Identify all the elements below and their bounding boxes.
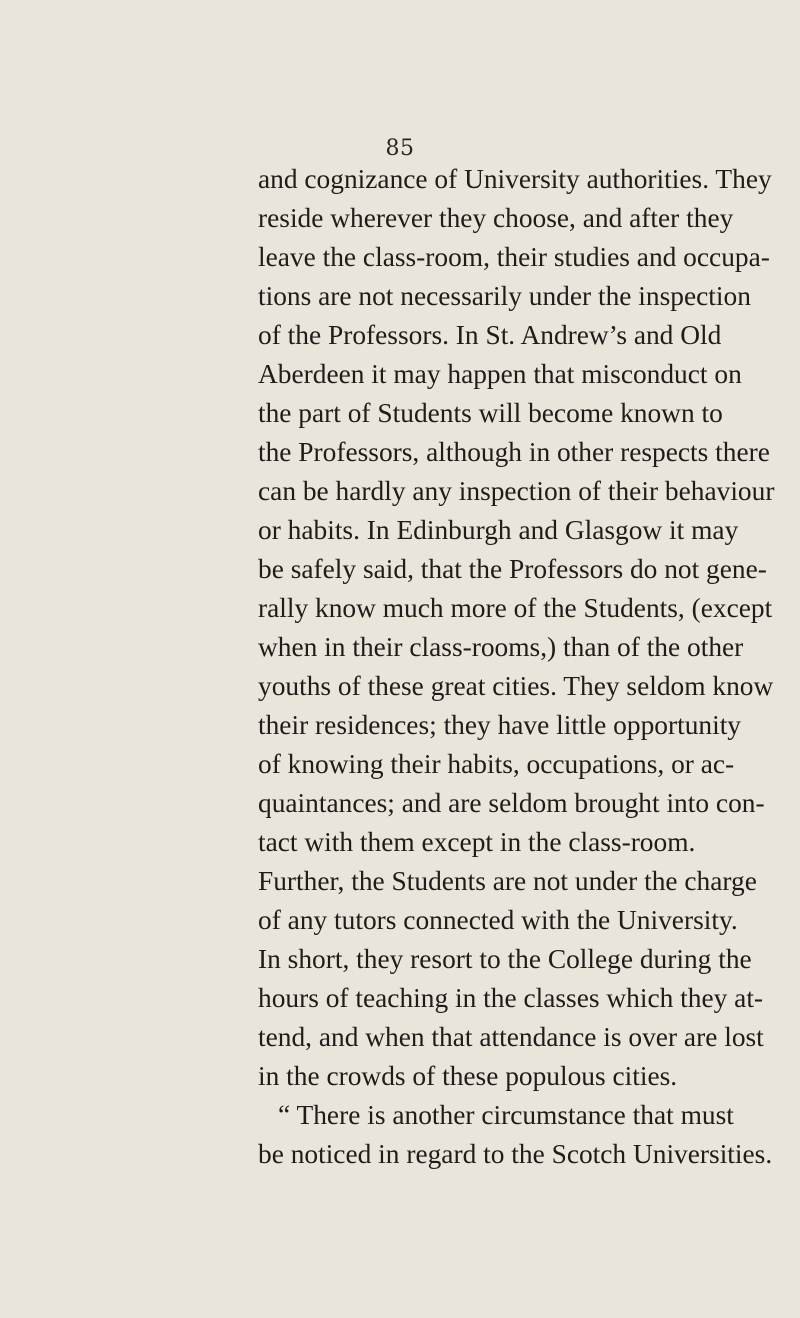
text-line: the Professors, although in other respects there [258,437,770,467]
text-line: reside wherever they choose, and after they [258,203,734,233]
text-line: tend, and when that attendance is over are lost [258,1022,764,1052]
text-line: In short, they resort to the College during the [258,944,752,974]
text-line: Further, the Students are not under the charge [258,866,757,896]
text-line: hours of teaching in the classes which they at- [258,983,764,1013]
text-line: youths of these great cities. They seldom know [258,671,774,701]
text-line: be noticed in regard to the Scotch Universities. [258,1139,773,1169]
text-line: tact with them except in the class-room. [258,827,696,857]
text-line: Aberdeen it may happen that misconduct on [258,359,742,389]
text-line: rally know much more of the Students, (except [258,593,773,623]
text-line: leave the class-room, their studies and occupa- [258,242,770,272]
text-line: or habits. In Edinburgh and Glasgow it may [258,515,739,545]
text-line: when in their class-rooms,) than of the other [258,632,744,662]
text-line: of the Professors. In St. Andrew’s and Old [258,320,722,350]
text-line: can be hardly any inspection of their behaviour [258,476,775,506]
text-line: the part of Students will become known to [258,398,723,428]
text-line: quaintances; and are seldom brought into con- [258,788,765,818]
text-line: in the crowds of these populous cities. [258,1061,678,1091]
text-line: their residences; they have little opportunity [258,710,742,740]
text-line: of knowing their habits, occupations, or ac- [258,749,735,779]
text-line: and cognizance of University authorities. They [258,164,772,194]
text-line: of any tutors connected with the University. [258,905,738,935]
text-line: tions are not necessarily under the inspection [258,281,751,311]
text-line: be safely said, that the Professors do not gene- [258,554,767,584]
page-number: 85 [385,136,415,161]
text-line: “ There is another circumstance that must [278,1100,734,1130]
